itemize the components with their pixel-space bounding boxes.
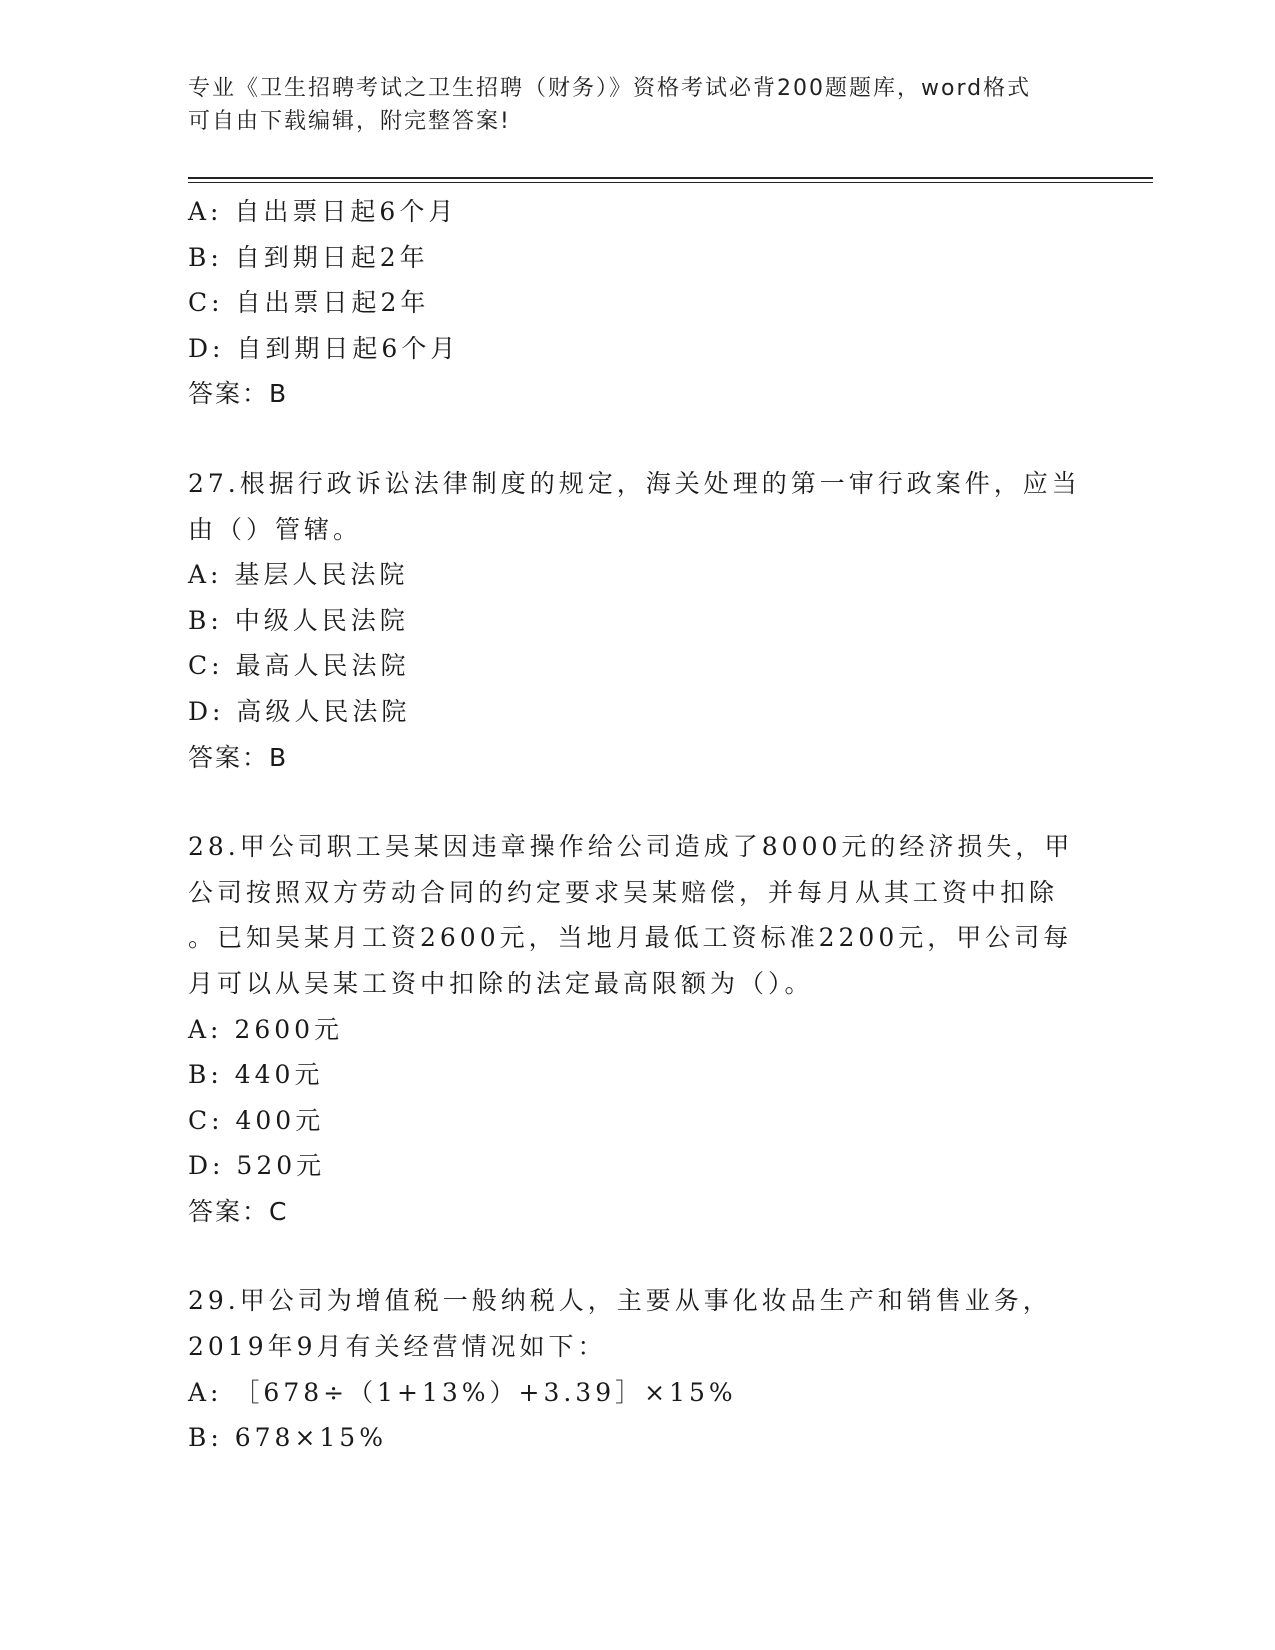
- header-divider-thin: [188, 182, 1153, 183]
- option-b: B: 678×15%: [188, 1423, 387, 1453]
- spacer: [188, 780, 1088, 824]
- option-a: A: 2600元: [188, 1014, 344, 1044]
- stem-line: 2019年9月有关经营情况如下：: [188, 1332, 607, 1362]
- header-line-1: 专业《卫生招聘考试之卫生招聘（财务）》资格考试必背200题题库，word格式: [188, 76, 1032, 101]
- question-27: [188, 461, 1088, 780]
- spacer: [188, 1234, 1088, 1278]
- question-stem: [188, 1278, 1088, 1369]
- option-b: B: 自到期日起2年: [188, 242, 429, 272]
- option-a: A: 基层人民法院: [188, 560, 409, 590]
- option-a: A: 自出票日起6个月: [188, 197, 458, 226]
- answer: 答案：B: [188, 379, 289, 409]
- question-29: [188, 1278, 1088, 1460]
- option-c: C: 自出票日起2年: [188, 288, 430, 318]
- option-c: C: 最高人民法院: [188, 651, 410, 681]
- stem-line: 29.甲公司为增值税一般纳税人，主要从事化妆品生产和销售业务，: [188, 1286, 1052, 1316]
- answer: 答案：B: [188, 742, 289, 772]
- option-d: D: 自到期日起6个月: [188, 333, 460, 363]
- question-list: [188, 189, 1088, 1461]
- question-stem: [188, 461, 1088, 552]
- header-line-2: 可自由下载编辑，附完整答案!: [188, 109, 511, 134]
- stem-line: 28.甲公司职工吴某因违章操作给公司造成了8000元的经济损失，甲: [188, 832, 1074, 862]
- option-d: D: 高级人民法院: [188, 696, 411, 726]
- document-header: [188, 72, 1088, 138]
- option-d: D: 520元: [188, 1151, 326, 1181]
- question-26: [188, 189, 1088, 417]
- answer: 答案：C: [188, 1196, 289, 1226]
- question-28: [188, 824, 1088, 1234]
- header-divider-thick: [188, 177, 1153, 179]
- option-b: B: 中级人民法院: [188, 605, 409, 635]
- stem-line: 公司按照双方劳动合同的约定要求吴某赔偿，并每月从其工资中扣除: [188, 877, 1059, 907]
- option-c: C: 400元: [188, 1105, 325, 1135]
- stem-line: 27.根据行政诉讼法律制度的规定，海关处理的第一审行政案件，应当: [188, 468, 1081, 498]
- option-b: B: 440元: [188, 1060, 324, 1090]
- spacer: [188, 417, 1088, 461]
- stem-line: 月可以从吴某工资中扣除的法定最高限额为（）。: [188, 968, 814, 998]
- stem-line: 。已知吴某月工资2600元，当地月最低工资标准2200元，甲公司每: [188, 923, 1073, 953]
- option-a: A: ［678÷（1+13%）+3.39］×15%: [188, 1377, 737, 1407]
- stem-line: 由（）管辖。: [188, 514, 363, 544]
- question-stem: [188, 824, 1088, 1006]
